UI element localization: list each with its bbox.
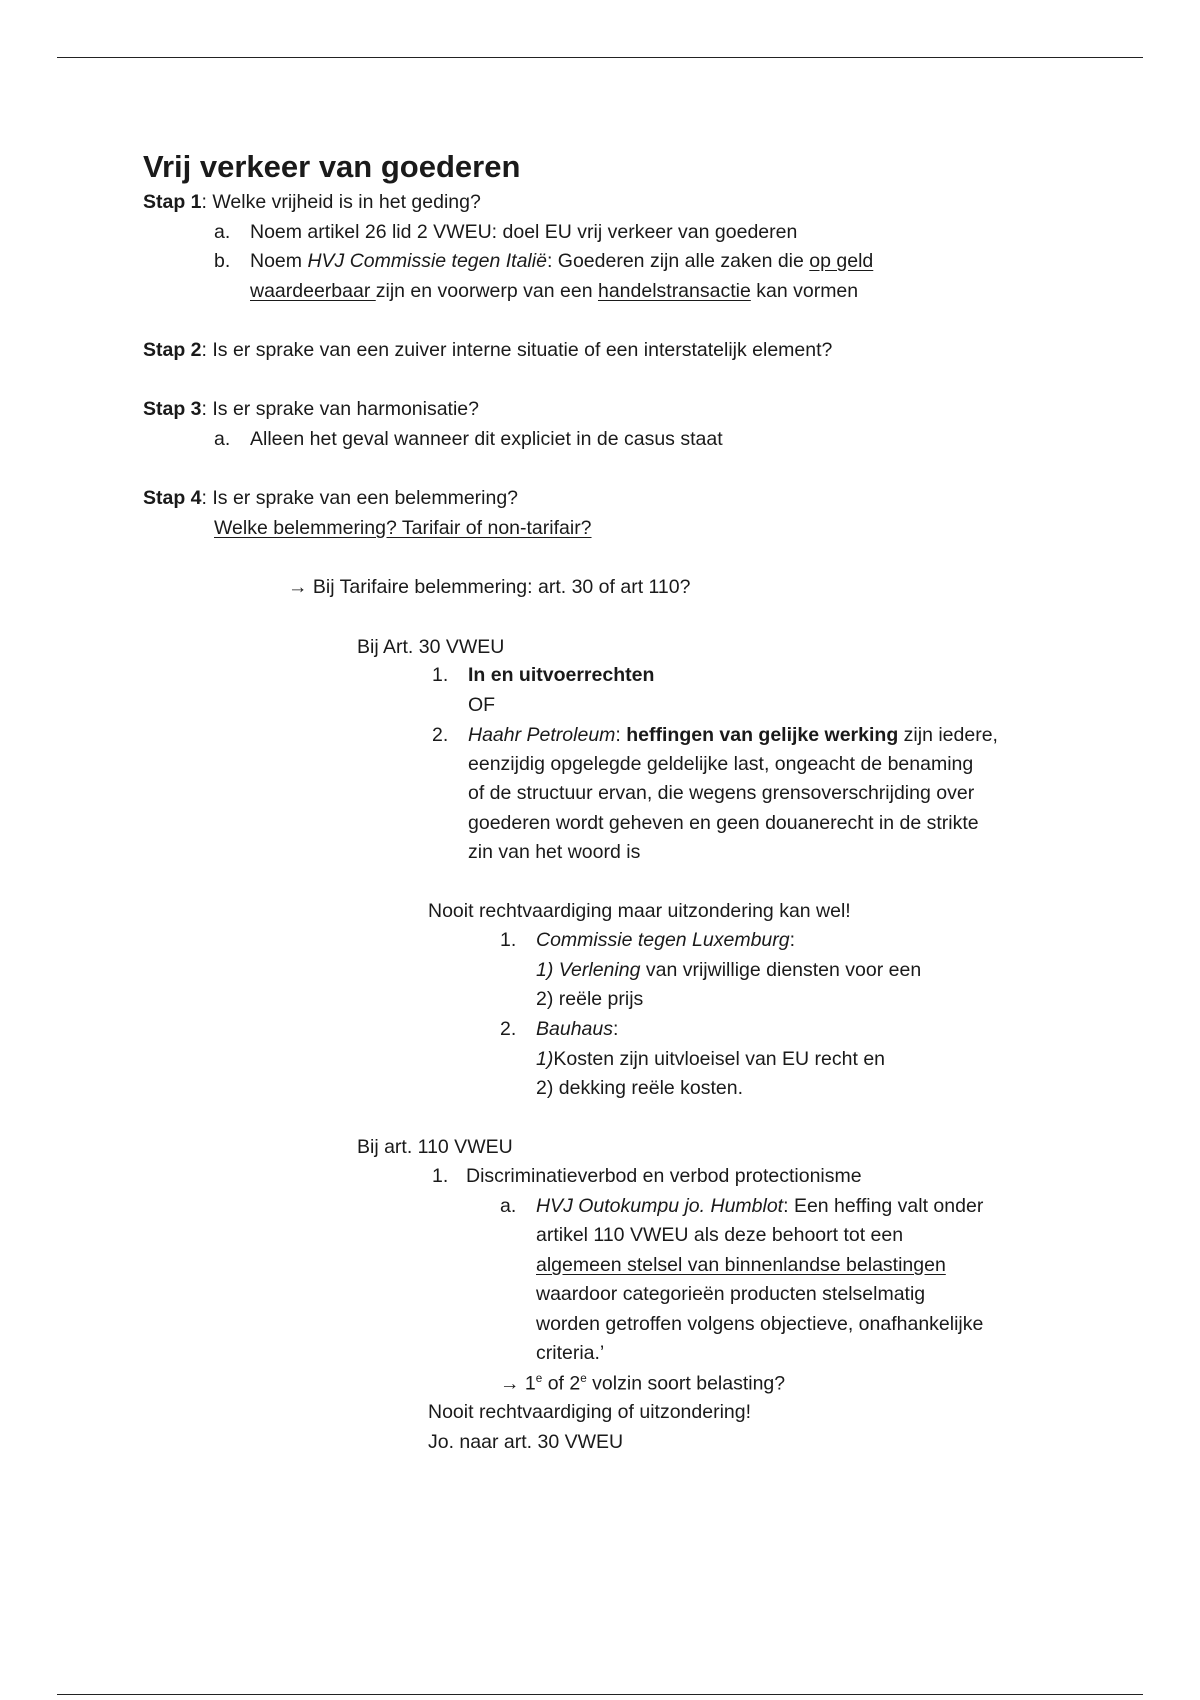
list-item — [432, 1165, 862, 1188]
arrow-right-icon: → — [288, 576, 308, 598]
list-marker: a. — [500, 1195, 517, 1217]
list-text: zijn en voorwerp van een — [375, 280, 598, 302]
volzin-text: volzin soort belasting? — [586, 1372, 786, 1395]
list-item — [500, 929, 795, 952]
tarifair-line — [288, 576, 690, 599]
list-item-continuation: 2) dekking reële kosten. — [536, 1077, 744, 1099]
stap-4-subquestion: Welke belemmering? Tarifair of non-tarifair? — [214, 517, 592, 539]
underlined-term: handelstransactie — [597, 280, 751, 302]
stap-3-heading — [143, 398, 479, 421]
list-item — [500, 1195, 983, 1218]
list-text: Discriminatieverbod en verbod protectionisme — [466, 1165, 862, 1187]
list-item — [214, 428, 723, 451]
art110-nooit: Nooit rechtvaardiging of uitzondering! — [428, 1401, 752, 1423]
stap-1-question: : Welke vrijheid is in het geding? — [201, 191, 481, 213]
list-item — [432, 664, 654, 687]
list-text: : Een heffing valt onder — [783, 1195, 984, 1217]
list-text: : — [789, 929, 796, 951]
list-item — [214, 250, 873, 273]
list-text: Kosten zijn uitvloeisel van EU recht en — [553, 1048, 886, 1070]
stap-3-label: Stap 3 — [143, 398, 202, 420]
bold-term: heffingen van gelijke werking — [626, 724, 899, 746]
list-text: kan vormen — [750, 280, 859, 302]
list-item-continuation — [536, 959, 921, 982]
superscript: e — [535, 1372, 543, 1385]
list-text: In en uitvoerrechten — [468, 664, 655, 686]
list-marker: 1. — [500, 929, 517, 951]
list-item-continuation: of de structuur ervan, die wegens grensoverschrijding over — [468, 782, 975, 804]
case-reference: Haahr Petroleum — [468, 724, 616, 746]
art110-heading: Bij art. 110 VWEU — [357, 1136, 513, 1158]
list-item — [214, 221, 797, 244]
volzin-line — [500, 1372, 785, 1396]
volzin-text: 1 — [524, 1372, 536, 1395]
art110-jo: Jo. naar art. 30 VWEU — [428, 1431, 624, 1453]
case-reference: HVJ Outokumpu jo. Humblot — [536, 1195, 784, 1217]
footer-rule — [57, 1694, 1143, 1695]
underlined-term: waardeerbaar — [250, 280, 376, 302]
header-rule — [57, 57, 1143, 58]
stap-2-heading — [143, 339, 832, 362]
list-item-continuation: criteria.’ — [536, 1342, 605, 1364]
list-item-continuation: 2) reële prijs — [536, 988, 644, 1010]
list-item-continuation — [250, 280, 858, 303]
list-text: Alleen het geval wanneer dit expliciet in de casus staat — [250, 428, 723, 450]
page-title: Vrij verkeer van goederen — [143, 149, 521, 184]
stap-4-question: : Is er sprake van een belemmering? — [201, 487, 519, 509]
list-text: zijn iedere, — [898, 724, 998, 746]
art30-heading: Bij Art. 30 VWEU — [357, 636, 505, 658]
volzin-text: of 2 — [542, 1372, 581, 1395]
list-marker: a. — [214, 221, 231, 243]
list-text: : — [612, 1018, 619, 1040]
stap-1-label: Stap 1 — [143, 191, 202, 213]
case-reference: Bauhaus — [536, 1018, 613, 1040]
list-text: : — [615, 724, 627, 746]
list-marker: 1. — [432, 664, 449, 686]
list-text: Noem — [250, 250, 308, 272]
superscript: e — [580, 1372, 587, 1385]
stap-3-question: : Is er sprake van harmonisatie? — [201, 398, 479, 420]
arrow-right-icon: → — [500, 1372, 520, 1395]
list-item-continuation: waardoor categorieën producten stelselmatig — [536, 1283, 926, 1305]
stap-2-question: : Is er sprake van een zuiver interne situatie of een interstatelijk element? — [201, 339, 833, 361]
stap-1-heading — [143, 191, 481, 214]
underlined-term: op geld — [809, 250, 874, 272]
list-text: : Goederen zijn alle zaken die — [546, 250, 810, 272]
list-item-continuation: goederen wordt geheven en geen douanerecht in de strikte — [468, 812, 979, 834]
art30-nooit: Nooit rechtvaardiging maar uitzondering kan wel! — [428, 900, 851, 922]
stap-2-label: Stap 2 — [143, 339, 202, 361]
stap-4-heading — [143, 487, 518, 510]
of-text: OF — [468, 694, 496, 716]
list-text: 1) Verlening — [536, 959, 641, 981]
list-item-continuation: eenzijdig opgelegde geldelijke last, ongeacht de benaming — [468, 753, 974, 775]
list-item-continuation — [536, 1048, 885, 1071]
list-text: Noem artikel 26 lid 2 VWEU: doel EU vrij verkeer van goederen — [250, 221, 798, 243]
list-item-continuation: artikel 110 VWEU als deze behoort tot een — [536, 1224, 904, 1246]
list-marker: 2. — [432, 724, 449, 746]
tarifair-text: Bij Tarifaire belemmering: art. 30 of art 110? — [312, 576, 691, 598]
list-marker: a. — [214, 428, 231, 450]
list-item-continuation: zin van het woord is — [468, 841, 641, 863]
list-text: 1) — [536, 1048, 554, 1070]
list-marker: 2. — [500, 1018, 517, 1040]
case-reference: Commissie tegen Luxemburg — [536, 929, 790, 951]
list-item-continuation: worden getroffen volgens objectieve, onafhankelijke — [536, 1313, 984, 1335]
list-item — [432, 724, 998, 747]
underlined-term: algemeen stelsel van binnenlandse belastingen — [536, 1254, 946, 1276]
list-text: van vrijwillige diensten voor een — [640, 959, 922, 981]
list-item — [500, 1018, 618, 1041]
list-marker: 1. — [432, 1165, 449, 1187]
case-reference: HVJ Commissie tegen Italië — [307, 250, 547, 272]
list-marker: b. — [214, 250, 231, 272]
stap-4-label: Stap 4 — [143, 487, 202, 509]
